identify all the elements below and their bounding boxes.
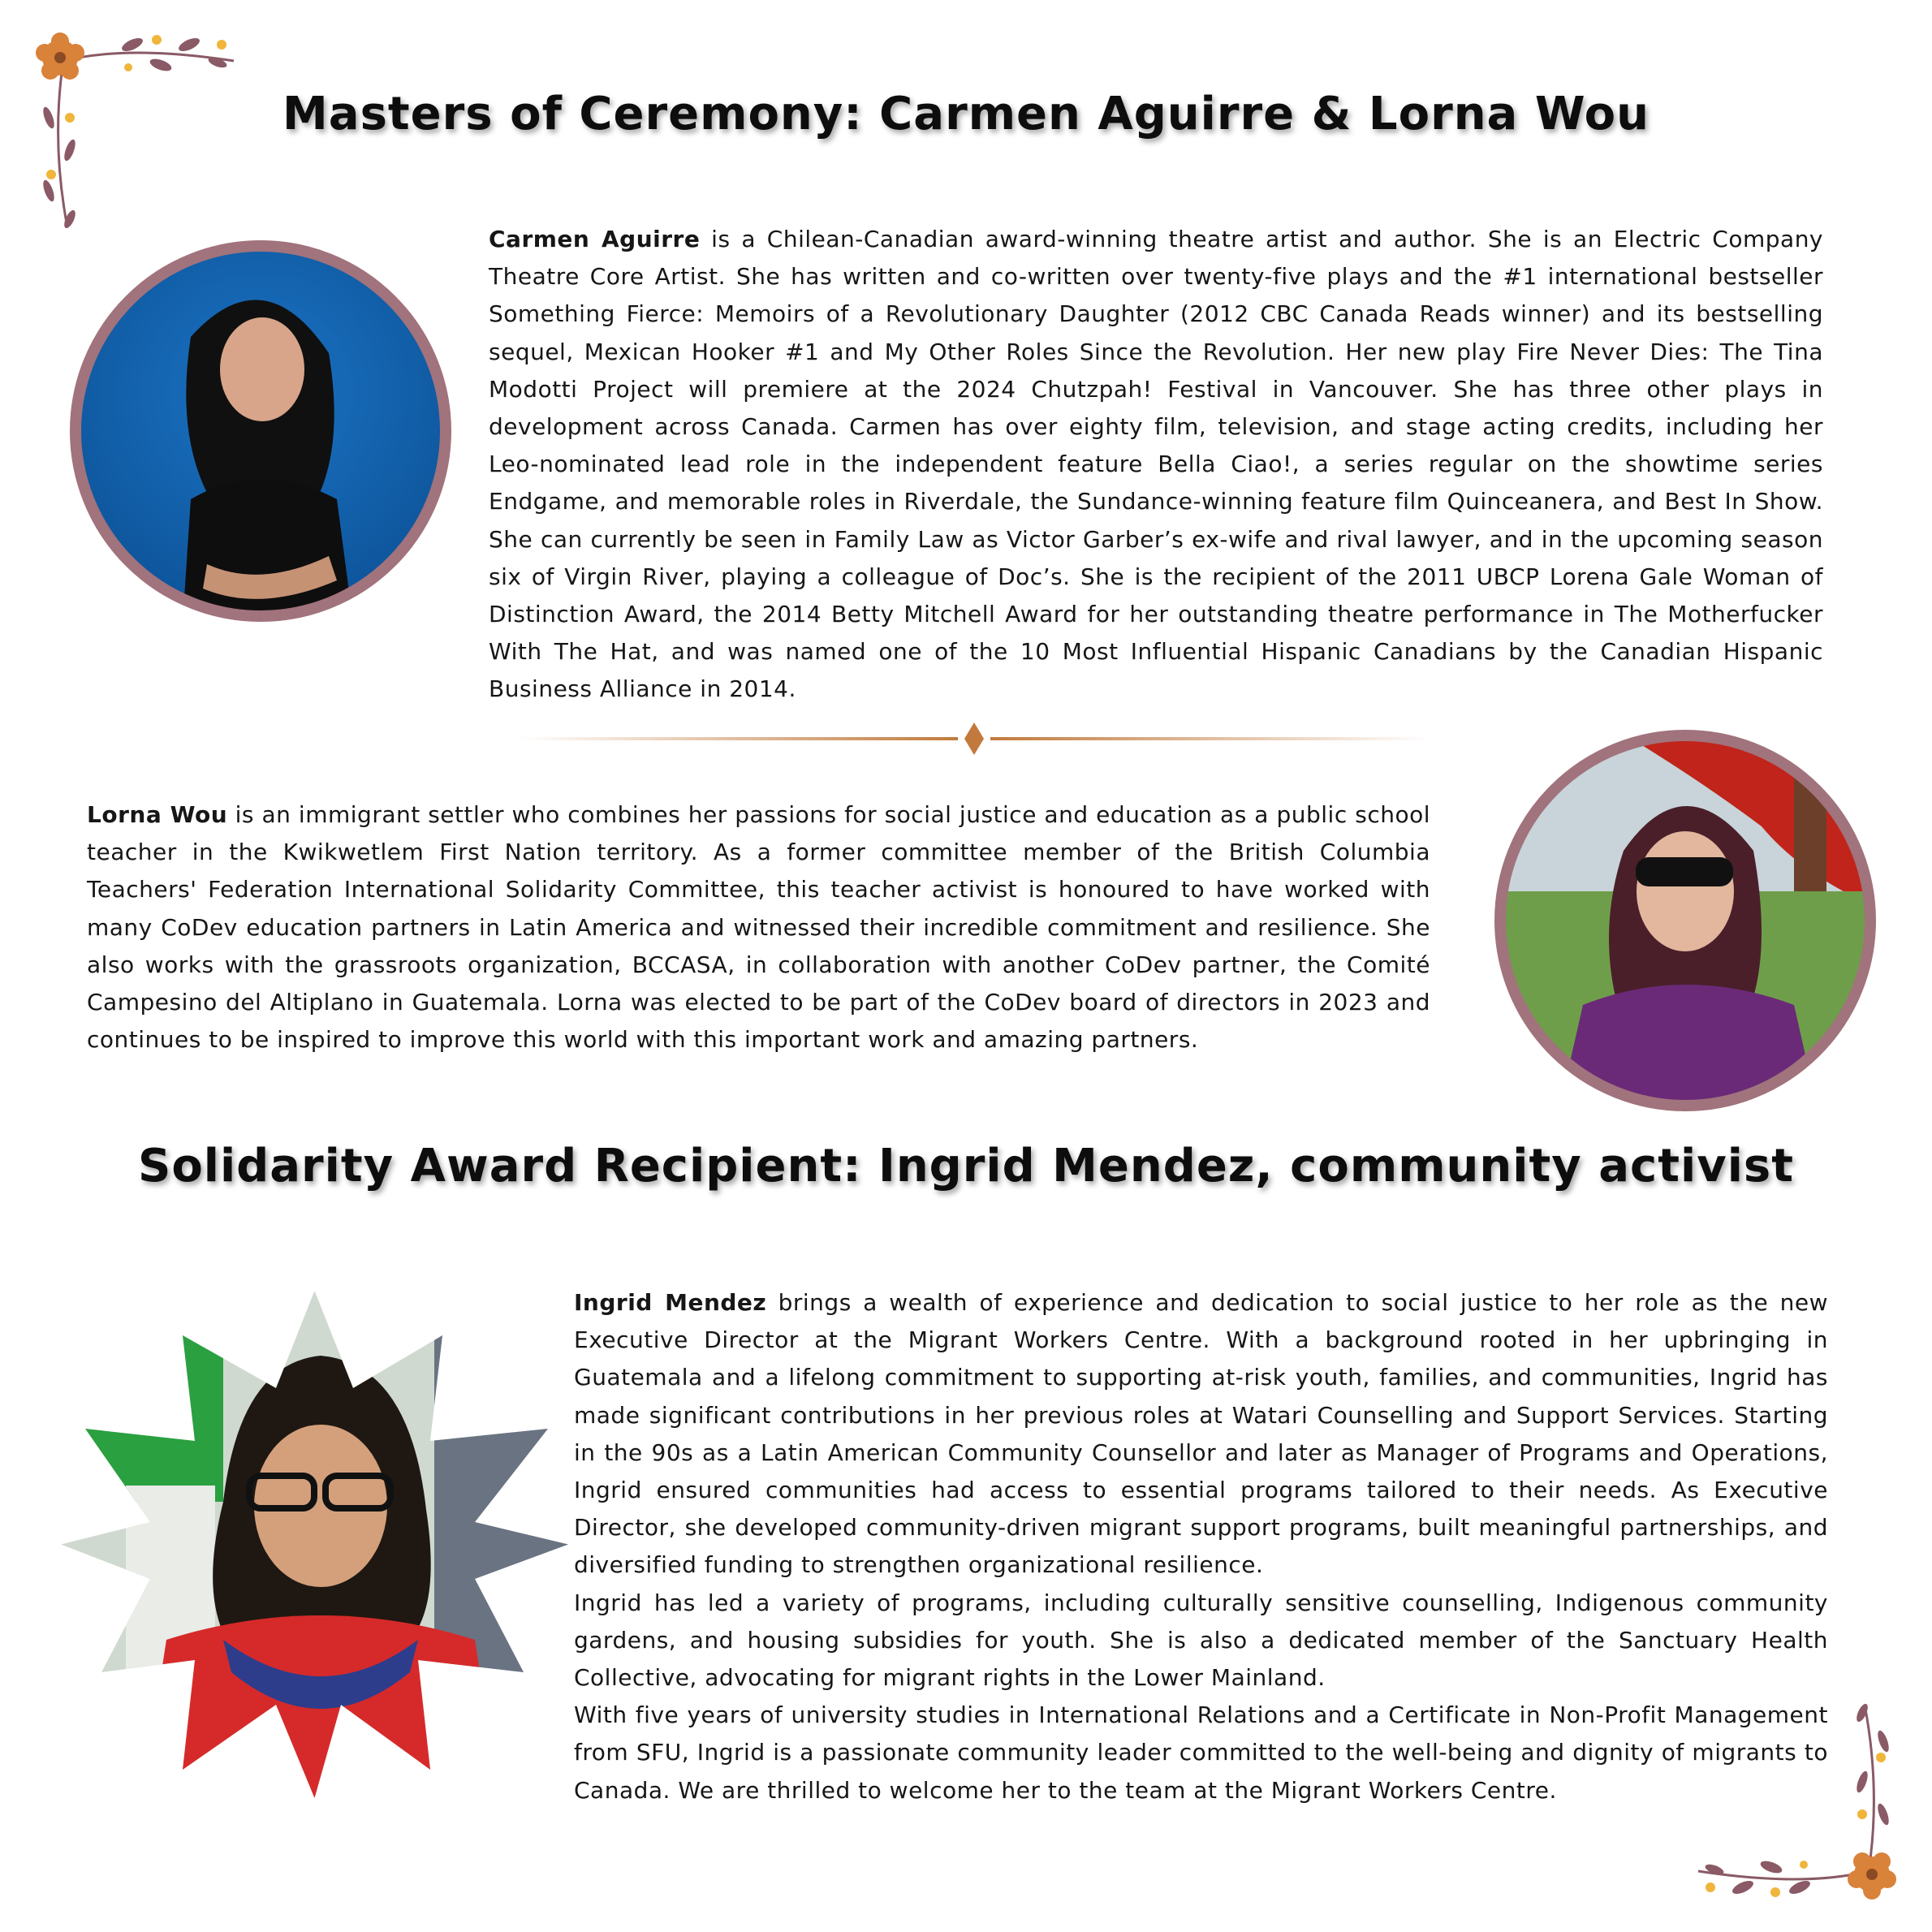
page-title: Masters of Ceremony: Carmen Aguirre & Lorna Wou: [282, 88, 1650, 140]
avatar: [61, 1291, 568, 1798]
ingrid-bio-paragraph: With five years of university studies in International Relations and a Certificate in Non-Profit Management from SFU, Ingrid is a passionate community leader committed to the well-being and dignity of migrants to Canada. We are thrilled to welcome her to the team at the Migrant Workers Centre.: [574, 1701, 1828, 1804]
ingrid-bio-paragraph: Ingrid has led a variety of programs, including culturally sensitive counselling, Indigenous community gardens, and housing subsidies for youth. She is also a dedicated member of the Sanctuary Health Collective, advocating for migrant rights in the Lower Mainland.: [574, 1589, 1828, 1692]
ingrid-bio: [574, 1284, 1828, 1809]
avatar: [1494, 729, 1877, 1112]
carmen-bio: [489, 221, 1823, 709]
ingrid-bio-paragraph: [574, 1284, 1828, 1585]
diamond-divider-icon: [520, 722, 1429, 755]
ingrid-name: Ingrid Mendez: [574, 1289, 767, 1316]
section-title: Solidarity Award Recipient: Ingrid Mendez, community activist: [137, 1140, 1794, 1192]
carmen-bio-text: is a Chilean-Canadian award-winning theatre artist and author. She is an Electric Company Theatre Core Artist. She has written and co-written over twenty-five plays and the #1 international bestseller Something Fierce: Memoirs of a Revolutionary Daughter (2012 CBC Canada Reads winner) and its bestselling sequel, Mexican Hooker #1 and My Other Roles Since the Revolution. Her new play Fire Never Dies: The Tina Modotti Project will premiere at the 2024 Chutzpah! Festival in Vancouver. She has three other plays in development across Canada. Carmen has over eighty film, television, and stage acting credits, including her Leo-nominated lead role in the independent feature Bella Ciao!, a series regular on the showtime series Endgame, and memorable roles in Riverdale, the Sundance-winning feature film Quinceanera, and Best In Show. She can currently be seen in Family Law as Victor Garber’s ex-wife and rival lawyer, and in the upcoming season six of Virgin River, playing a colleague of Doc’s. She is the recipient of the 2011 UBCP Lorena Gale Woman of Distinction Award, the 2014 Betty Mitchell Award for her outstanding theatre performance in The Motherfucker With The Hat, and was named one of the 10 Most Influential Hispanic Canadians by the Canadian Hispanic Business Alliance in 2014.: [489, 226, 1824, 703]
avatar: [69, 239, 452, 623]
lorna-name: Lorna Wou: [87, 801, 228, 828]
carmen-name: Carmen Aguirre: [489, 226, 701, 252]
ingrid-bio-text: brings a wealth of experience and dedication to social justice to her role as the new Executive Director at the Migrant Workers Centre. With a background rooted in her upbringing in Guatemala and a lifelong commitment to supporting at-risk youth, families, and communities, Ingrid has made significant contributions in her previous roles at Watari Counselling and Support Services. Starting in the 90s as a Latin American Community Counsellor and later as Manager of Programs and Operations, Ingrid ensured communities had access to essential programs tailored to their needs. As Executive Director, she developed community-driven migrant support programs, built meaningful partnerships, and diversified funding to strengthen organizational resilience.: [574, 1289, 1828, 1579]
lorna-bio: [87, 796, 1430, 1059]
lorna-bio-text: is an immigrant settler who combines her passions for social justice and education as a public school teacher in the Kwikwetlem First Nation territory. As a former committee member of the British Columbia Teachers' Federation International Solidarity Committee, this teacher activist is honoured to have worked with many CoDev education partners in Latin America and witnessed their incredible commitment and resilience. She also works with the grassroots organization, BCCASA, in collaboration with another CoDev partner, the Comité Campesino del Altiplano in Guatemala. Lorna was elected to be part of the CoDev board of directors in 2023 and continues to be inspired to improve this world with this important work and amazing partners.: [87, 801, 1430, 1054]
